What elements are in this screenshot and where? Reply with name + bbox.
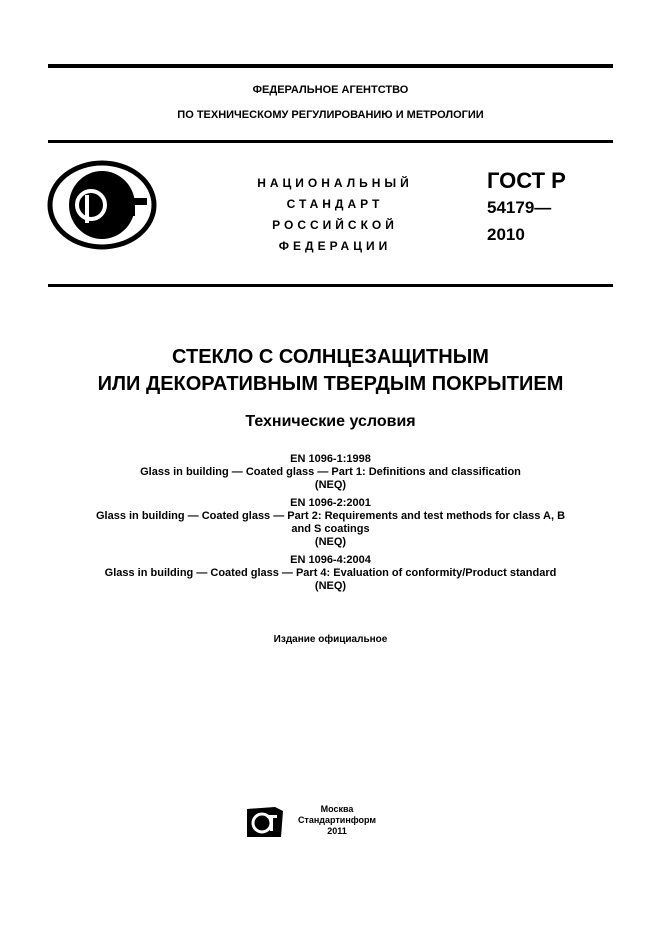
ref-neq: (NEQ) [314, 479, 347, 491]
ref-title: Glass in building — Coated glass — Part 2: Requirements and test methods for class A, B [95, 510, 566, 522]
standard-type-line: НАЦИОНАЛЬНЫЙ [257, 176, 413, 190]
standartinform-logo-icon [245, 805, 285, 839]
ref-code: EN 1096-4:2004 [290, 554, 371, 566]
publisher [292, 804, 382, 837]
publisher-year: 2011 [327, 826, 347, 836]
gost-designation [487, 167, 566, 248]
agency-line1: ФЕДЕРАЛЬНОЕ АГЕНТСТВО [252, 84, 409, 96]
publisher-city: Москва [320, 804, 354, 814]
gost-line1: ГОСТ Р [487, 168, 566, 193]
header-bottom-rule [48, 284, 613, 287]
gost-number: 54179— [487, 198, 552, 217]
standard-type-line: РОССИЙСКОЙ [272, 218, 398, 232]
top-rule [48, 64, 613, 68]
agency-line2: ПО ТЕХНИЧЕСКОМУ РЕГУЛИРОВАНИЮ И МЕТРОЛОГИИ [177, 109, 484, 121]
standard-type-line: СТАНДАРТ [286, 197, 384, 211]
header-rule [48, 140, 613, 143]
ref-title: Glass in building — Coated glass — Part 4: Evaluation of conformity/Product standard [104, 567, 557, 579]
standard-type-line: ФЕДЕРАЦИИ [278, 239, 392, 253]
title-line2: ИЛИ ДЕКОРАТИВНЫМ ТВЕРДЫМ ПОКРЫТИЕМ [97, 373, 564, 395]
ref-block [0, 453, 661, 593]
publisher-name: Стандартинформ [297, 815, 377, 825]
title-line1: СТЕКЛО С СОЛНЦЕЗАЩИТНЫМ [172, 346, 489, 368]
ref-code: EN 1096-2:2001 [290, 497, 371, 509]
edition-note: Издание официальное [273, 634, 388, 645]
ref-code: EN 1096-1:1998 [290, 453, 371, 465]
gost-year: 2010 [487, 225, 525, 244]
ref-title: Glass in building — Coated glass — Part 1: Definitions and classification [140, 466, 521, 478]
ref-neq: (NEQ) [314, 580, 347, 592]
document-title [0, 344, 661, 398]
ref-title-cont: and S coatings [291, 523, 370, 535]
rst-logo-icon [47, 160, 157, 250]
standard-type [230, 173, 440, 257]
ref-neq: (NEQ) [314, 536, 347, 548]
subtitle: Технические условия [245, 413, 416, 430]
